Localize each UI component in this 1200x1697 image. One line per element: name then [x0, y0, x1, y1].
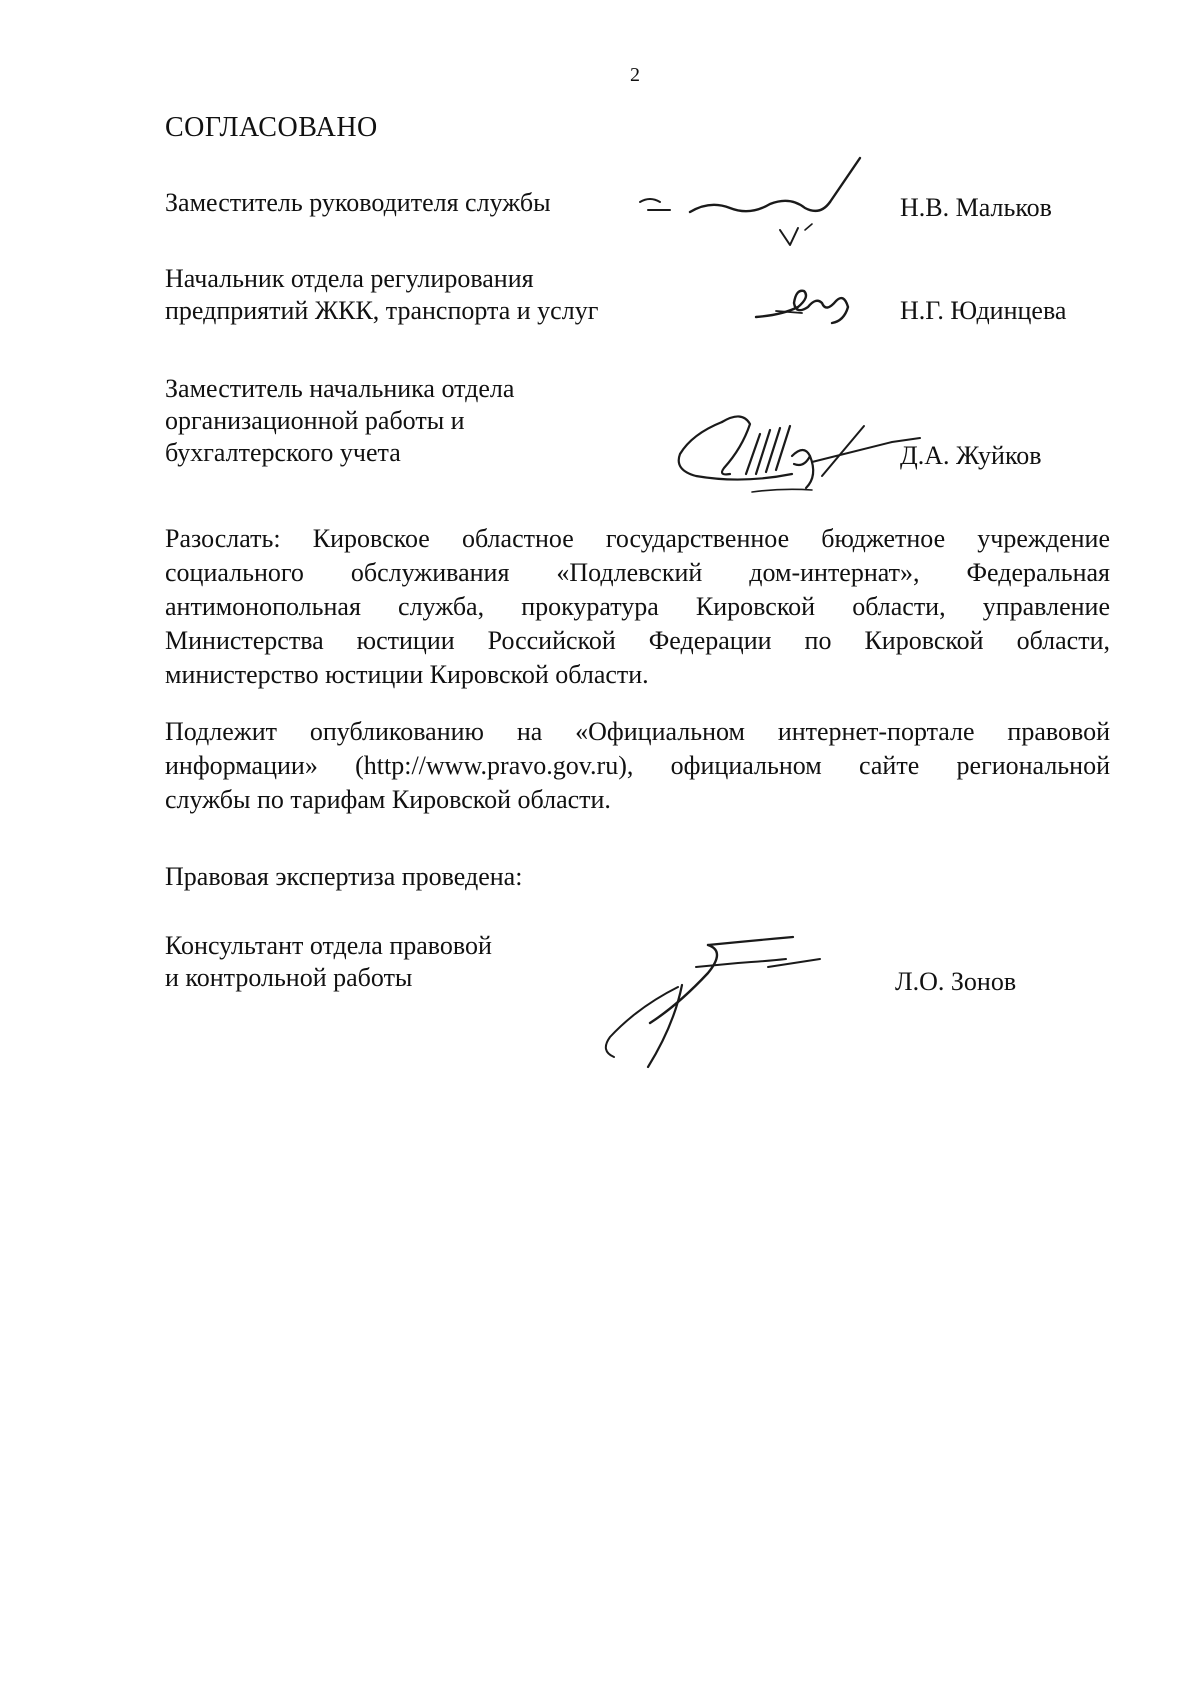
- distribution-line: Министерства юстиции Российской Федерации по Кировской области,: [165, 626, 1110, 655]
- approval-heading: СОГЛАСОВАНО: [165, 112, 378, 143]
- distribution-line: социального обслуживания «Подлевский дом-интернат», Федеральная: [165, 558, 1110, 587]
- signatory-3-name: Д.А. Жуйков: [900, 441, 1042, 470]
- signatory-3-position: [165, 373, 514, 469]
- distribution-line: антимонопольная служба, прокуратура Кировской области, управление: [165, 592, 1110, 621]
- distribution-line: Разослать: Кировское областное государственное бюджетное учреждение: [165, 524, 1110, 553]
- distribution-paragraph: [165, 522, 1110, 692]
- legal-review-position-line: Консультант отдела правовой: [165, 931, 492, 960]
- signatory-2-name: Н.Г. Юдинцева: [900, 296, 1067, 325]
- signatory-2-position: [165, 263, 598, 327]
- signature-2-icon: [752, 285, 862, 335]
- publication-line: информации» (http://www.pravo.gov.ru), официальном сайте региональной: [165, 751, 1110, 780]
- legal-review-position-line: и контрольной работы: [165, 963, 413, 992]
- signatory-3-position-line: организационной работы и: [165, 406, 465, 435]
- legal-review-name: Л.О. Зонов: [895, 967, 1017, 996]
- signatory-2-position-line: предприятий ЖКК, транспорта и услуг: [165, 296, 599, 325]
- publication-line: службы по тарифам Кировской области.: [165, 785, 611, 814]
- signatory-1-position: [165, 187, 551, 219]
- distribution-line: министерство юстиции Кировской области.: [165, 660, 649, 689]
- publication-line: Подлежит опубликованию на «Официальном интернет-портале правовой: [165, 717, 1110, 746]
- publication-paragraph: [165, 715, 1110, 817]
- signature-4-icon: [598, 925, 838, 1075]
- signatory-1-name: Н.В. Мальков: [900, 193, 1052, 222]
- legal-review-position: [165, 930, 492, 994]
- signatory-3-position-line: бухгалтерского учета: [165, 438, 401, 467]
- signatory-2-position-line: Начальник отдела регулирования: [165, 264, 534, 293]
- legal-review-label: Правовая экспертиза проведена:: [165, 862, 523, 891]
- page-number: 2: [630, 64, 640, 86]
- signatory-1-position-line: Заместитель руководителя службы: [165, 188, 551, 217]
- signature-1-icon: [630, 150, 890, 260]
- signatory-3-position-line: Заместитель начальника отдела: [165, 374, 515, 403]
